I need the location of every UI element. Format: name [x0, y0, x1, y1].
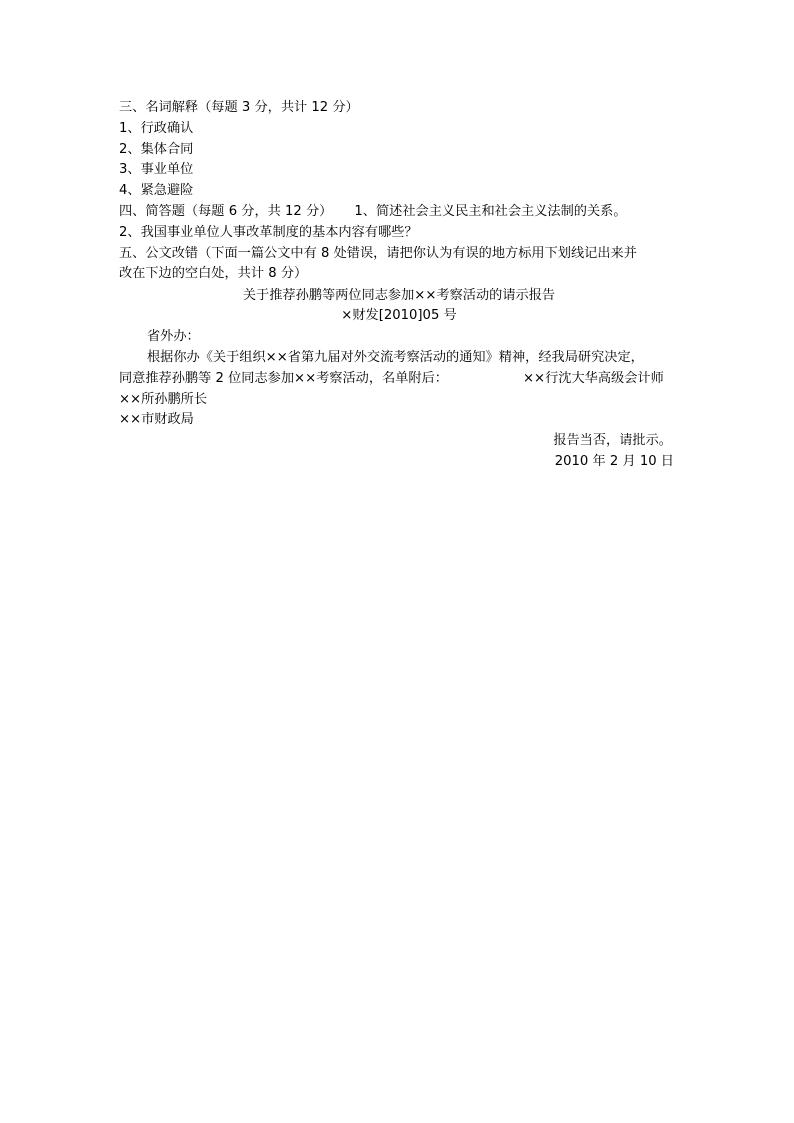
term-item-1: 1、行政确认 [119, 121, 194, 136]
doc-body-line2-text: 同意推荐孙鹏等 2 位同志参加××考察活动，名单附后： [119, 371, 448, 386]
section3-heading: 三、名词解释（每题 3 分，共计 12 分） [119, 100, 359, 115]
term-item-4: 4、紧急避险 [119, 183, 194, 198]
doc-nominee-2: ××所孙鹏所长 [119, 392, 208, 407]
section4-line [119, 202, 679, 222]
term-item-3: 3、事业单位 [119, 162, 194, 177]
doc-nominee-1: ××行沈大华高级会计师 [523, 371, 664, 386]
term-item-2: 2、集体合同 [119, 142, 194, 157]
section4-question-2: 2、我国事业单位人事改革制度的基本内容有哪些？ [119, 225, 418, 240]
doc-body-line2 [119, 369, 679, 389]
section5-heading-line2: 改在下边的空白处，共计 8 分） [119, 266, 308, 281]
section4-heading: 四、简答题（每题 6 分，共 12 分） [119, 204, 333, 219]
section4-question-1: 1、简述社会主义民主和社会主义法制的关系。 [354, 204, 627, 219]
doc-date: 2010 年 2 月 10 日 [554, 454, 674, 469]
doc-number: ×财发[2010]05 号 [341, 308, 457, 323]
doc-closing: 报告当否，请批示。 [553, 433, 672, 448]
doc-addressee: 省外办： [147, 329, 200, 344]
section5-heading-line1: 五、公文改错（下面一篇公文中有 8 处错误，请把你认为有误的地方标用下划线记出来并 [119, 246, 637, 261]
doc-title: 关于推荐孙鹏等两位同志参加××考察活动的请示报告 [242, 288, 556, 303]
doc-body-line1: 根据你办《关于组织××省第九届对外交流考察活动的通知》精神，经我局研究决定， [147, 350, 644, 365]
doc-sender: ××市财政局 [119, 412, 194, 427]
